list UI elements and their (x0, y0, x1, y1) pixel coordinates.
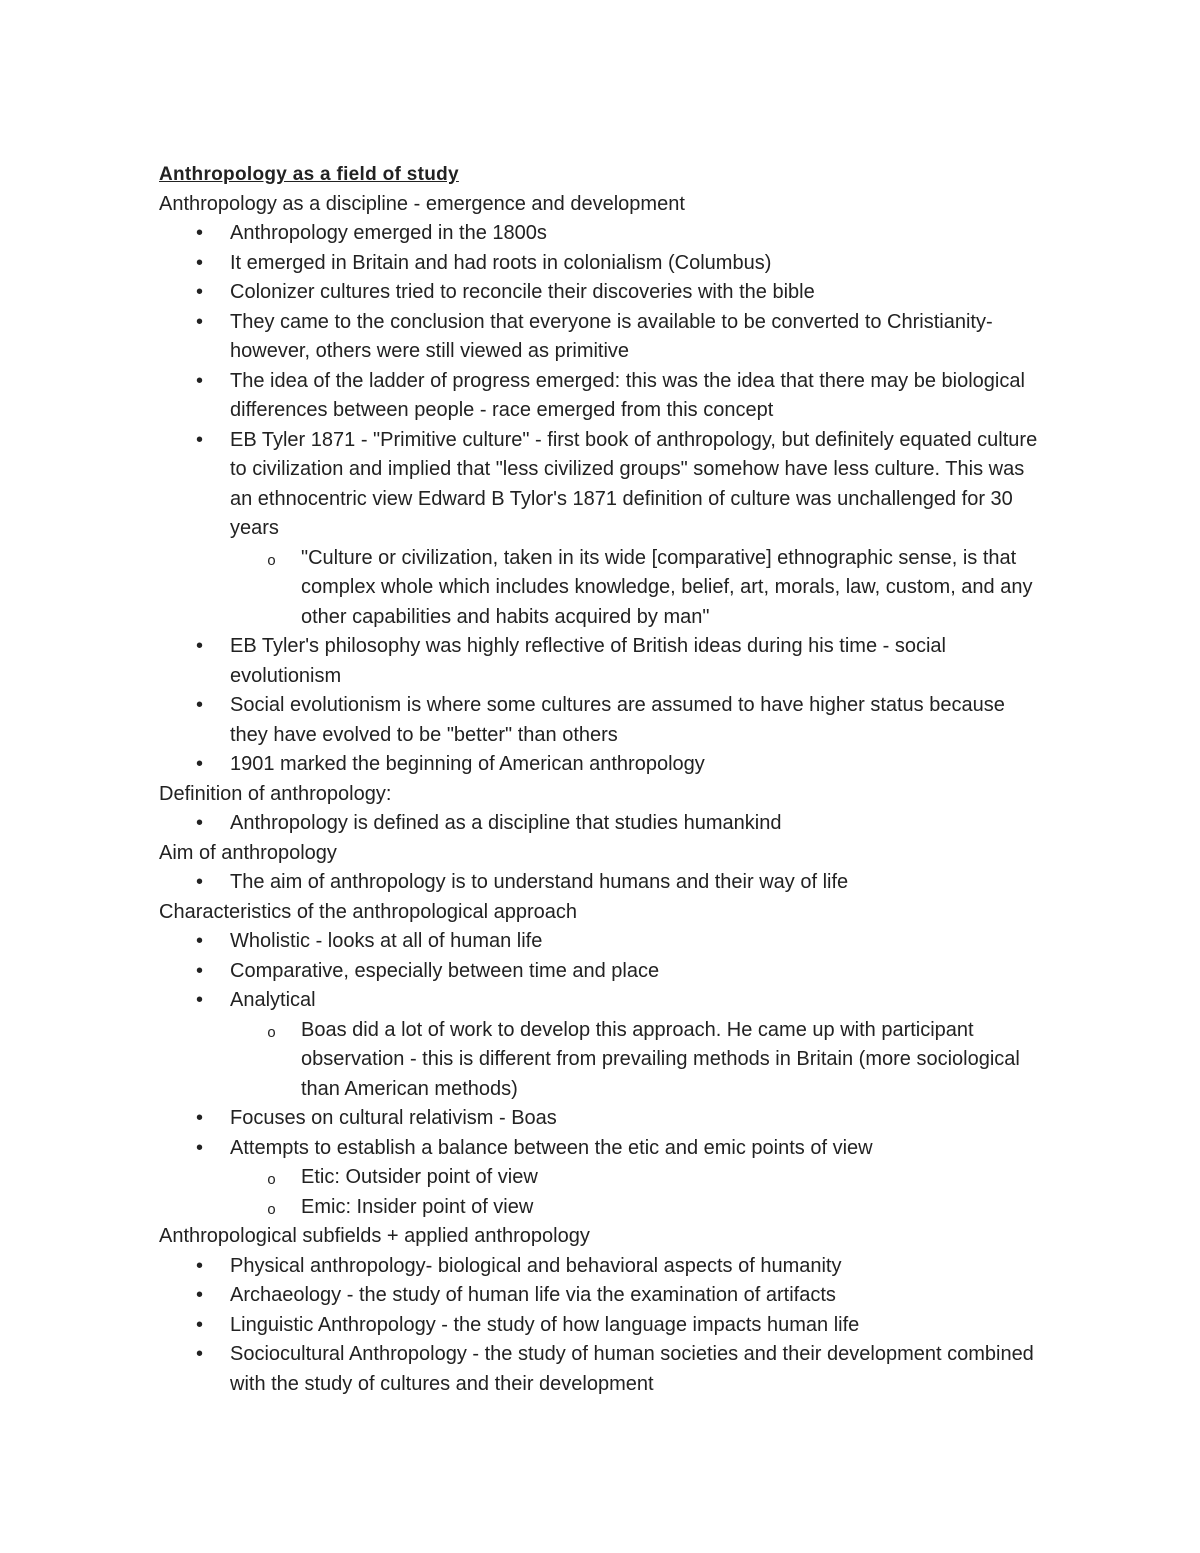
document-title: Anthropology as a field of study (159, 164, 459, 185)
bullet-list (159, 219, 1039, 780)
sub-bullet-list (230, 544, 1039, 633)
list-item: • 1901 marked the beginning of American anthropology (230, 750, 1039, 780)
sub-list-item: o "Culture or civilization, taken in its wide [comparative] ethnographic sense, is that complex whole which includes knowledge, belief, art, morals, law, custom, and any other capabilities and habits acquired by man" (301, 544, 1039, 633)
list-item: • Linguistic Anthropology - the study of how language impacts human life (230, 1311, 1039, 1341)
list-item: • Comparative, especially between time and place (230, 957, 1039, 987)
section-heading: Anthropology as a discipline - emergence and development (159, 192, 685, 215)
list-item: • Focuses on cultural relativism - Boas (230, 1104, 1039, 1134)
list-item: • Colonizer cultures tried to reconcile their discoveries with the bible (230, 278, 1039, 308)
list-item: • The aim of anthropology is to understand humans and their way of life (230, 868, 1039, 898)
section-heading: Aim of anthropology (159, 841, 337, 864)
list-item: • Physical anthropology- biological and behavioral aspects of humanity (230, 1252, 1039, 1282)
section-definition (159, 780, 1039, 839)
section-heading: Anthropological subfields + applied anthropology (159, 1225, 590, 1247)
list-item-text: EB Tyler 1871 - "Primitive culture" - first book of anthropology, but definitely equated culture to civilization and implied that "less civilized groups" somehow have less culture. This was an ethnocentric view Edward B Tylor's 1871 definition of culture was unchallenged for 30 years (230, 428, 1038, 539)
list-item-text: Attempts to establish a balance between the etic and emic points of view (230, 1136, 873, 1159)
sub-list-item: o Boas did a lot of work to develop this approach. He came up with participant observation - this is different from prevailing methods in Britain (more sociological than American methods) (301, 1016, 1039, 1105)
list-item: • EB Tyler's philosophy was highly reflective of British ideas during his time - social evolutionism (230, 632, 1039, 691)
bullet-list (159, 927, 1039, 1222)
section-discipline (159, 190, 1039, 780)
list-item: • Anthropology is defined as a discipline that studies humankind (230, 809, 1039, 839)
bullet-list (159, 809, 1039, 839)
sub-list-item: o Emic: Insider point of view (301, 1193, 1039, 1223)
list-item: • It emerged in Britain and had roots in colonialism (Columbus) (230, 249, 1039, 279)
list-item: • Social evolutionism is where some cultures are assumed to have higher status because they have evolved to be "better" than others (230, 691, 1039, 750)
list-item: • They came to the conclusion that everyone is available to be converted to Christianity- however, others were still viewed as primitive (230, 308, 1039, 367)
list-item (230, 426, 1039, 633)
list-item (230, 1134, 1039, 1223)
sub-list-item: o Etic: Outsider point of view (301, 1163, 1039, 1193)
list-item-text: Analytical (230, 989, 316, 1011)
bullet-list (159, 868, 1039, 898)
list-item: • Sociocultural Anthropology - the study of human societies and their development combined with the study of cultures and their development (230, 1340, 1039, 1399)
section-aim (159, 839, 1039, 898)
bullet-list (159, 1252, 1039, 1400)
sub-bullet-list (230, 1016, 1039, 1105)
list-item: • Anthropology emerged in the 1800s (230, 219, 1039, 249)
sub-bullet-list (230, 1163, 1039, 1222)
list-item: • The idea of the ladder of progress emerged: this was the idea that there may be biological differences between people - race emerged from this concept (230, 367, 1039, 426)
section-heading: Characteristics of the anthropological approach (159, 900, 578, 923)
list-item: • Wholistic - looks at all of human life (230, 927, 1039, 957)
section-subfields (159, 1222, 1039, 1399)
section-heading: Definition of anthropology: (159, 782, 392, 805)
document-page (159, 160, 1039, 1399)
list-item (230, 986, 1039, 1104)
list-item: • Archaeology - the study of human life via the examination of artifacts (230, 1281, 1039, 1311)
section-characteristics (159, 898, 1039, 1223)
